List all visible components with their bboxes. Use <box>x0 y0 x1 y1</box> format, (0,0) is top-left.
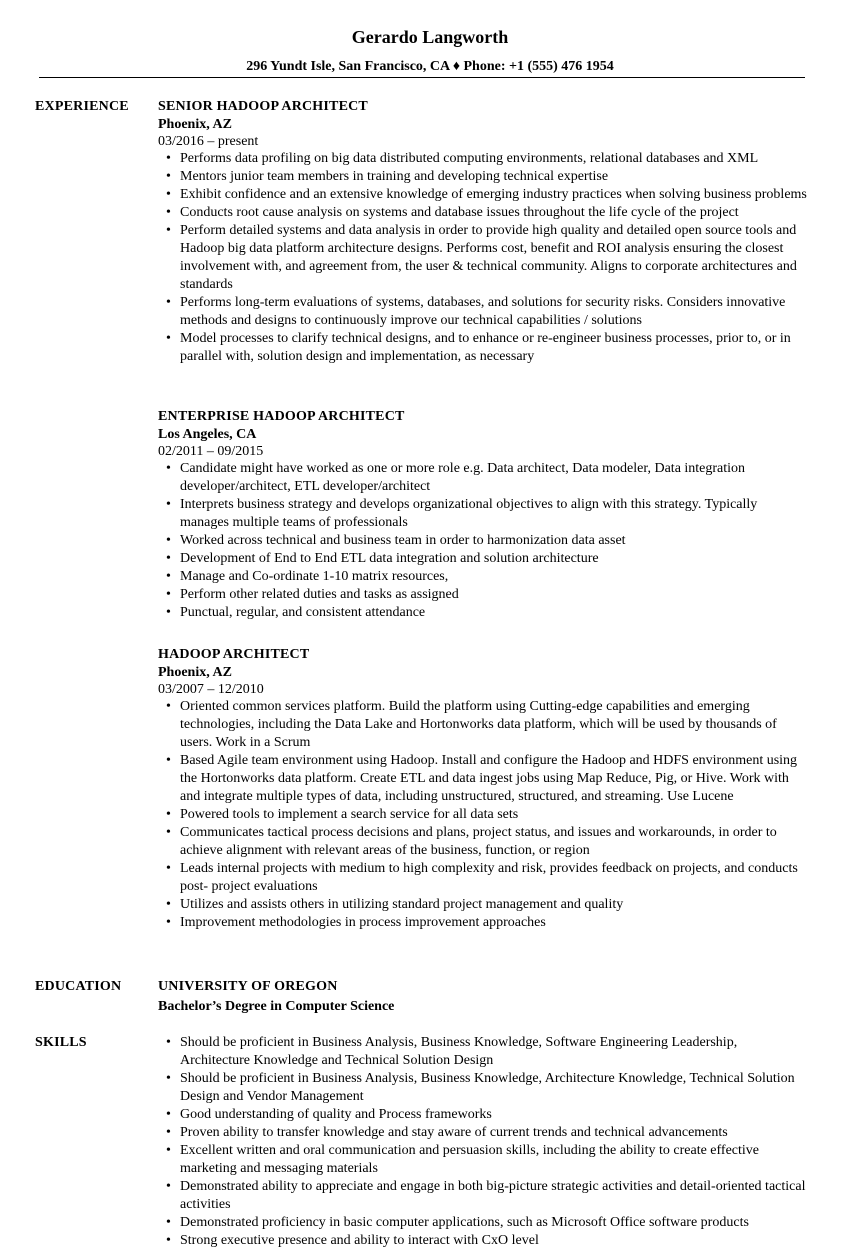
job-location: Los Angeles, CA <box>158 427 257 442</box>
bullet-item: • Leads internal projects with medium to high complexity and risk, provides feedback on projects, and conducts post- project evaluations <box>158 860 808 896</box>
bullet-item: • Perform other related duties and tasks as assigned <box>158 586 808 604</box>
bullet-item: • Utilizes and assists others in utilizing standard project management and quality <box>158 896 808 914</box>
degree: Bachelor’s Degree in Computer Science <box>158 999 395 1014</box>
job-bullets <box>158 698 808 932</box>
education-entry <box>158 978 808 1016</box>
resume-name: Gerardo Langworth <box>351 27 509 47</box>
skills-entry <box>158 1034 808 1250</box>
skill-item: • Demonstrated ability to appreciate and engage in both big-picture strategic activities and detail-oriented tactical activities <box>158 1178 808 1214</box>
job-dates: 02/2011 – 09/2015 <box>158 444 264 459</box>
bullet-item: • Oriented common services platform. Build the platform using Cutting-edge capabilities and emerging technologies, including the Data Lake and Hortonworks data platform, which will be used by thousands of users. Work in a Scrum <box>158 698 808 752</box>
job-bullets <box>158 460 808 622</box>
skill-item: • Should be proficient in Business Analysis, Business Knowledge, Architecture Knowledge, Technical Solution Design and Vendor Management <box>158 1070 808 1106</box>
bullet-item: • Candidate might have worked as one or more role e.g. Data architect, Data modeler, Data integration developer/architect, ETL developer/architect <box>158 460 808 496</box>
job-location: Phoenix, AZ <box>158 117 232 132</box>
bullet-item: • Powered tools to implement a search service for all data sets <box>158 806 808 824</box>
job-entry <box>158 646 808 932</box>
skills-bullets <box>158 1034 808 1250</box>
bullet-item: • Based Agile team environment using Hadoop. Install and configure the Hadoop and HDFS environment using the Hortonworks data platform. Create ETL and data ingest jobs using Map Reduce, Pig, or Hive. Work with and integrate multiple types of data, including unstructured, structured, and streaming. Use Lucene <box>158 752 808 806</box>
bullet-item: • Perform detailed systems and data analysis in order to provide high quality and detailed open source tools and Hadoop big data platform architecture designs. Performs cost, benefit and ROI analysis ensuring the closest involvement with, and agreement from, the user & technical community. Aligns to corporate architectures and standards <box>158 222 808 294</box>
job-title: SENIOR HADOOP ARCHITECT <box>158 99 368 114</box>
bullet-item: • Model processes to clarify technical designs, and to enhance or re-engineer business processes, prior to, or in parallel with, solution design and implementation, as necessary <box>158 330 808 366</box>
skill-item: • Demonstrated proficiency in basic computer applications, such as Microsoft Office software products <box>158 1214 808 1232</box>
bullet-item: • Improvement methodologies in process improvement approaches <box>158 914 808 932</box>
bullet-item: • Development of End to End ETL data integration and solution architecture <box>158 550 808 568</box>
bullet-item: • Performs data profiling on big data distributed computing environments, relational databases and XML <box>158 150 808 168</box>
job-dates: 03/2016 – present <box>158 134 259 149</box>
section-label-experience: EXPERIENCE <box>35 99 129 114</box>
skill-item: • Excellent written and oral communication and persuasion skills, including the ability to create effective marketing and messaging materials <box>158 1142 808 1178</box>
skill-item: • Should be proficient in Business Analysis, Business Knowledge, Software Engineering Leadership, Architecture Knowledge and Technical Solution Design <box>158 1034 808 1070</box>
bullet-item: • Interprets business strategy and develops organizational objectives to align with this strategy. Typically manages multiple teams of professionals <box>158 496 808 532</box>
section-label-education: EDUCATION <box>35 979 122 994</box>
skill-item: • Proven ability to transfer knowledge and stay aware of current trends and technical advancements <box>158 1124 808 1142</box>
school-name: UNIVERSITY OF OREGON <box>158 979 338 994</box>
contact-line: 296 Yundt Isle, San Francisco, CA ♦ Phone: +1 (555) 476 1954 <box>246 59 614 74</box>
job-title: HADOOP ARCHITECT <box>158 647 310 662</box>
bullet-item: • Performs long-term evaluations of systems, databases, and solutions for security risks. Considers innovative methods and designs to continuously improve our technical capabilities / solutions <box>158 294 808 330</box>
skill-item: • Good understanding of quality and Process frameworks <box>158 1106 808 1124</box>
header-divider <box>39 77 805 78</box>
job-title: ENTERPRISE HADOOP ARCHITECT <box>158 409 405 424</box>
section-label-skills: SKILLS <box>35 1035 87 1050</box>
job-entry <box>158 408 808 622</box>
skill-item: • Strong executive presence and ability to interact with CxO level <box>158 1232 808 1250</box>
bullet-item: • Manage and Co-ordinate 1-10 matrix resources, <box>158 568 808 586</box>
bullet-item: • Conducts root cause analysis on systems and database issues throughout the life cycle of the project <box>158 204 808 222</box>
bullet-item: • Communicates tactical process decisions and plans, project status, and issues and workarounds, in order to achieve alignment with relevant areas of the business, function, or region <box>158 824 808 860</box>
job-bullets <box>158 150 808 366</box>
bullet-item: • Mentors junior team members in training and developing technical expertise <box>158 168 808 186</box>
job-entry <box>158 98 808 366</box>
bullet-item: • Punctual, regular, and consistent attendance <box>158 604 808 622</box>
bullet-item: • Worked across technical and business team in order to harmonization data asset <box>158 532 808 550</box>
job-dates: 03/2007 – 12/2010 <box>158 682 264 697</box>
job-location: Phoenix, AZ <box>158 665 232 680</box>
bullet-item: • Exhibit confidence and an extensive knowledge of emerging industry practices when solving business problems <box>158 186 808 204</box>
